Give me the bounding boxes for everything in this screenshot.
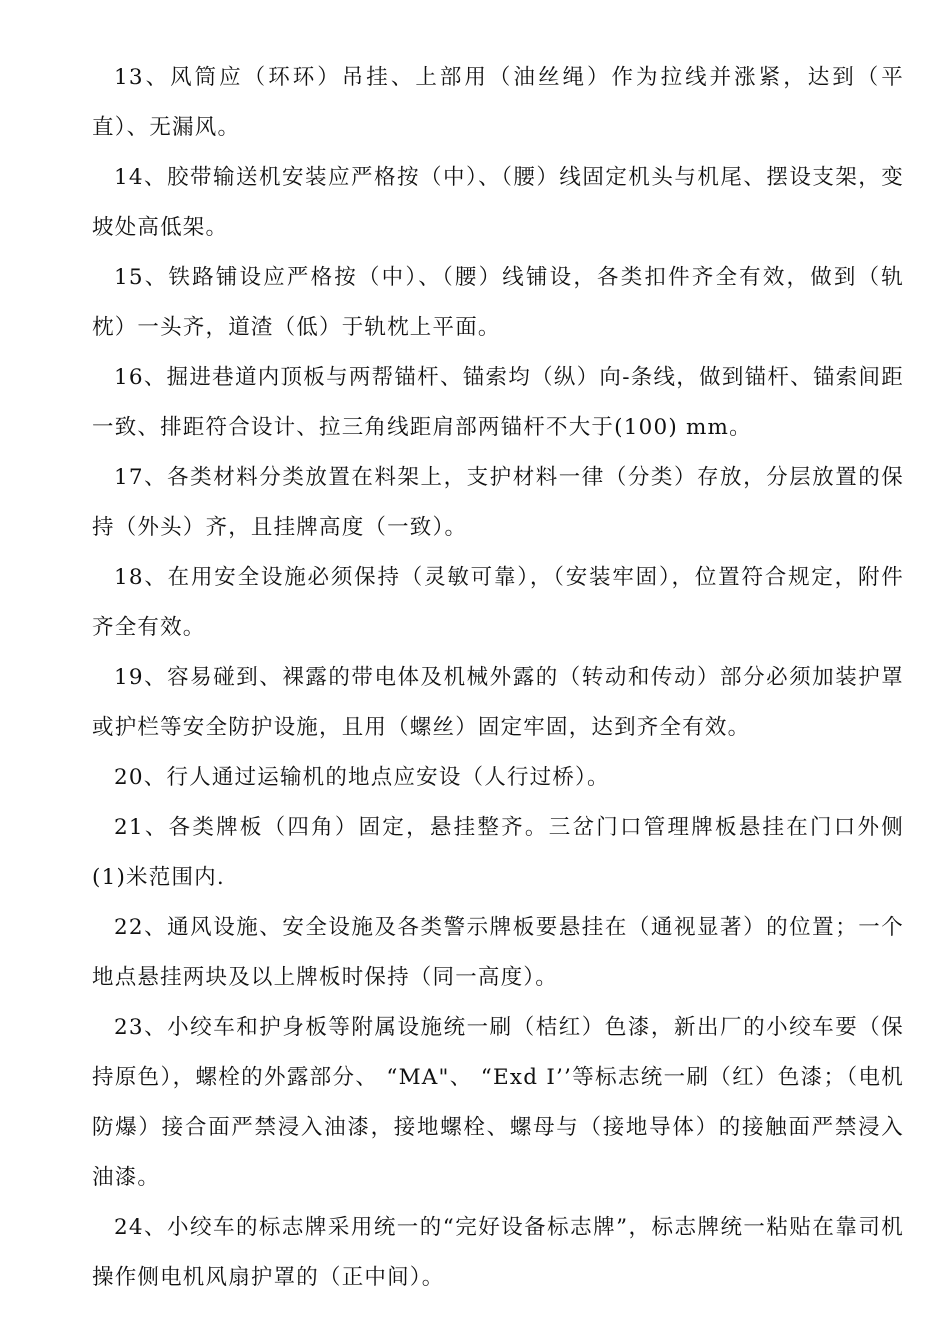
rule-item-19: 19、容易碰到、裸露的带电体及机械外露的（转动和传动）部分必须加装护罩或护栏等安全防护设施，且用（螺丝）固定牢固，达到齐全有效。 xyxy=(92,665,904,740)
rule-item-13: 13、风筒应（环环）吊挂、上部用（油丝绳）作为拉线并涨紧，达到（平直）、无漏风。 xyxy=(92,65,904,140)
rule-item-16: 16、掘进巷道内顶板与两帮锚杆、锚索均（纵）向-条线，做到锚杆、锚索间距一致、排距符合设计、拉三角线距肩部两锚杆不大于(100) mm。 xyxy=(92,365,904,440)
rule-item-14: 14、胶带输送机安装应严格按（中）、（腰）线固定机头与机尾、摆设支架，变坡处高低架。 xyxy=(92,165,904,240)
document-page xyxy=(92,53,904,1303)
rule-item-21: 21、各类牌板（四角）固定，悬挂整齐。三岔门口管理牌板悬挂在门口外侧(1)米范围内. xyxy=(92,815,904,890)
rule-item-20: 20、行人通过运输机的地点应安设（人行过桥）。 xyxy=(114,765,610,790)
rule-item-17: 17、各类材料分类放置在料架上，支护材料一律（分类）存放，分层放置的保持（外头）齐，且挂牌高度（一致）。 xyxy=(92,465,904,540)
rule-item-22: 22、通风设施、安全设施及各类警示牌板要悬挂在（通视显著）的位置；一个地点悬挂两块及以上牌板时保持（同一高度）。 xyxy=(92,915,904,990)
rule-item-18: 18、在用安全设施必须保持（灵敏可靠），（安装牢固），位置符合规定，附件齐全有效。 xyxy=(92,565,904,640)
rule-item-24: 24、小绞车的标志牌采用统一的“完好设备标志牌”，标志牌统一粘贴在靠司机操作侧电机风扇护罩的（正中间）。 xyxy=(92,1215,904,1290)
rule-item-23: 23、小绞车和护身板等附属设施统一刷（桔红）色漆，新出厂的小绞车要（保持原色），螺栓的外露部分、 “MA"、 “Exd I’’等标志统一刷（红）色漆；（电机防爆）接合面严禁浸入油漆，接地螺栓、螺母与（接地导体）的接触面严禁浸入油漆。 xyxy=(92,1015,904,1190)
rule-item-15: 15、铁路铺设应严格按（中）、（腰）线铺设，各类扣件齐全有效，做到（轨枕）一头齐，道渣（低）于轨枕上平面。 xyxy=(92,265,904,340)
